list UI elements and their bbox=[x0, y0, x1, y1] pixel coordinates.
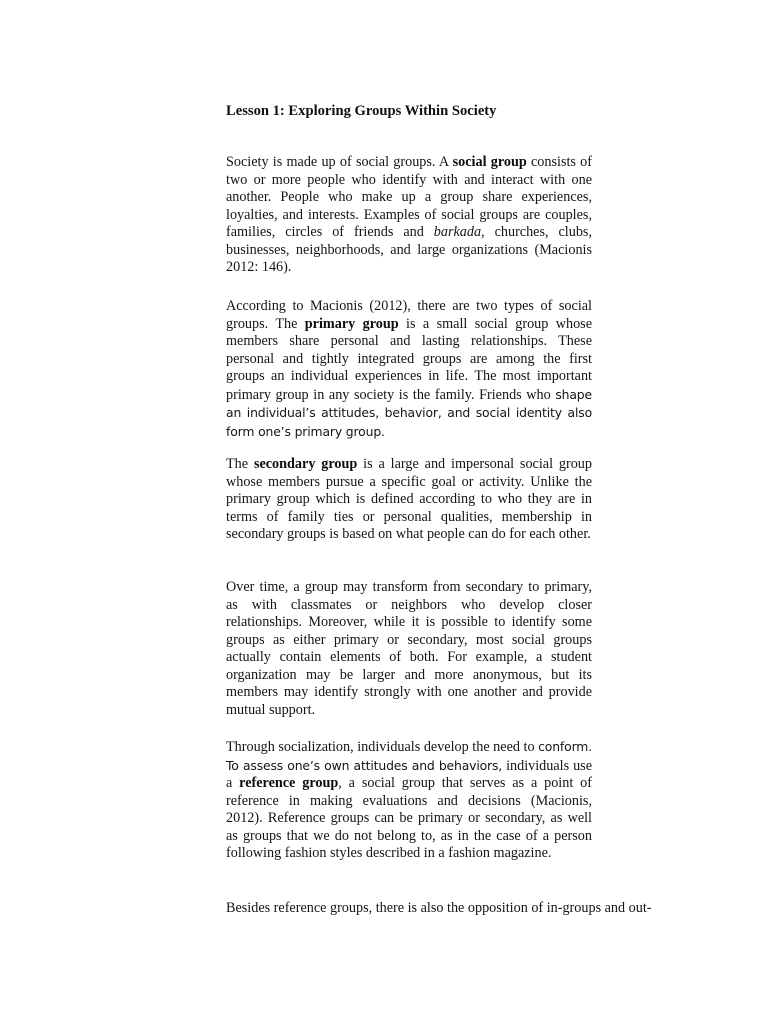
text-run: , a social group that serves as a point of reference in making evaluations and decisions (Macionis, 2012). Reference groups can be primary or secondary, as well as groups that we do not belong to, as in the case of a person following fashion styles described in a fashion magazine. bbox=[226, 775, 592, 861]
lesson-title: Lesson 1: Exploring Groups Within Society bbox=[226, 103, 497, 119]
paragraph-in-groups-out-groups bbox=[226, 900, 686, 918]
paragraph-group-transformation bbox=[226, 579, 592, 719]
text-run: is a large and impersonal social group whose members pursue a specific goal or activity. Unlike the primary group which is defined according to who they are in terms of family ties or personal qualities, membership in secondary groups is based on what people can do for each other. bbox=[226, 456, 592, 542]
term-social-group: social group bbox=[452, 154, 527, 170]
paragraph-primary-group bbox=[226, 298, 592, 441]
term-barkada: barkada, bbox=[433, 224, 485, 240]
text-run: According to Macionis (2012), there are two types of social groups. The bbox=[226, 298, 592, 332]
paragraph-social-group bbox=[226, 154, 592, 277]
text-run: is a small social group whose members share personal and lasting relationships. These personal and tightly integrated groups are among the first groups an individual experiences in life. The most important primary group in any society is the family. Friends who bbox=[226, 315, 592, 403]
paragraph-reference-group bbox=[226, 738, 592, 863]
text-run: Society is made up of social groups. A bbox=[226, 154, 453, 170]
text-run: Over time, a group may transform from secondary to primary, as with classmates or neighbors who develop closer relationships. Moreover, while it is possible to identify some groups as either primary or secondary, most social groups actually contain elements of both. For example, a student organization may be larger and more anonymous, but its members may identify strongly with one another and provide mutual support. bbox=[226, 579, 592, 718]
text-run: individuals use a bbox=[226, 757, 592, 791]
term-primary-group: primary group bbox=[304, 315, 399, 332]
text-run: consists of two or more people who identify with and interact with one another. People who make up a group share experiences, loyalties, and interests. Examples of social groups are couples, families, circles of friends and bbox=[226, 154, 592, 240]
text-run: The bbox=[226, 456, 254, 472]
text-run: churches, clubs, businesses, neighborhoods, and large organizations (Macionis 2012: 146). bbox=[226, 224, 593, 275]
text-run: Through socialization, individuals develop the need to bbox=[226, 739, 539, 755]
text-run: Besides reference groups, there is also the opposition of in-groups and out- bbox=[226, 900, 652, 916]
text-run-alt-font: shape an individual’s attitudes, behavior, and social identity also form one’s primary group. bbox=[226, 386, 592, 439]
term-secondary-group: secondary group bbox=[253, 456, 358, 472]
term-reference-group: reference group bbox=[239, 775, 339, 791]
text-run-alt-font: conform. To assess one’s own attitudes and behaviors, bbox=[226, 739, 592, 773]
paragraph-secondary-group bbox=[226, 456, 592, 544]
